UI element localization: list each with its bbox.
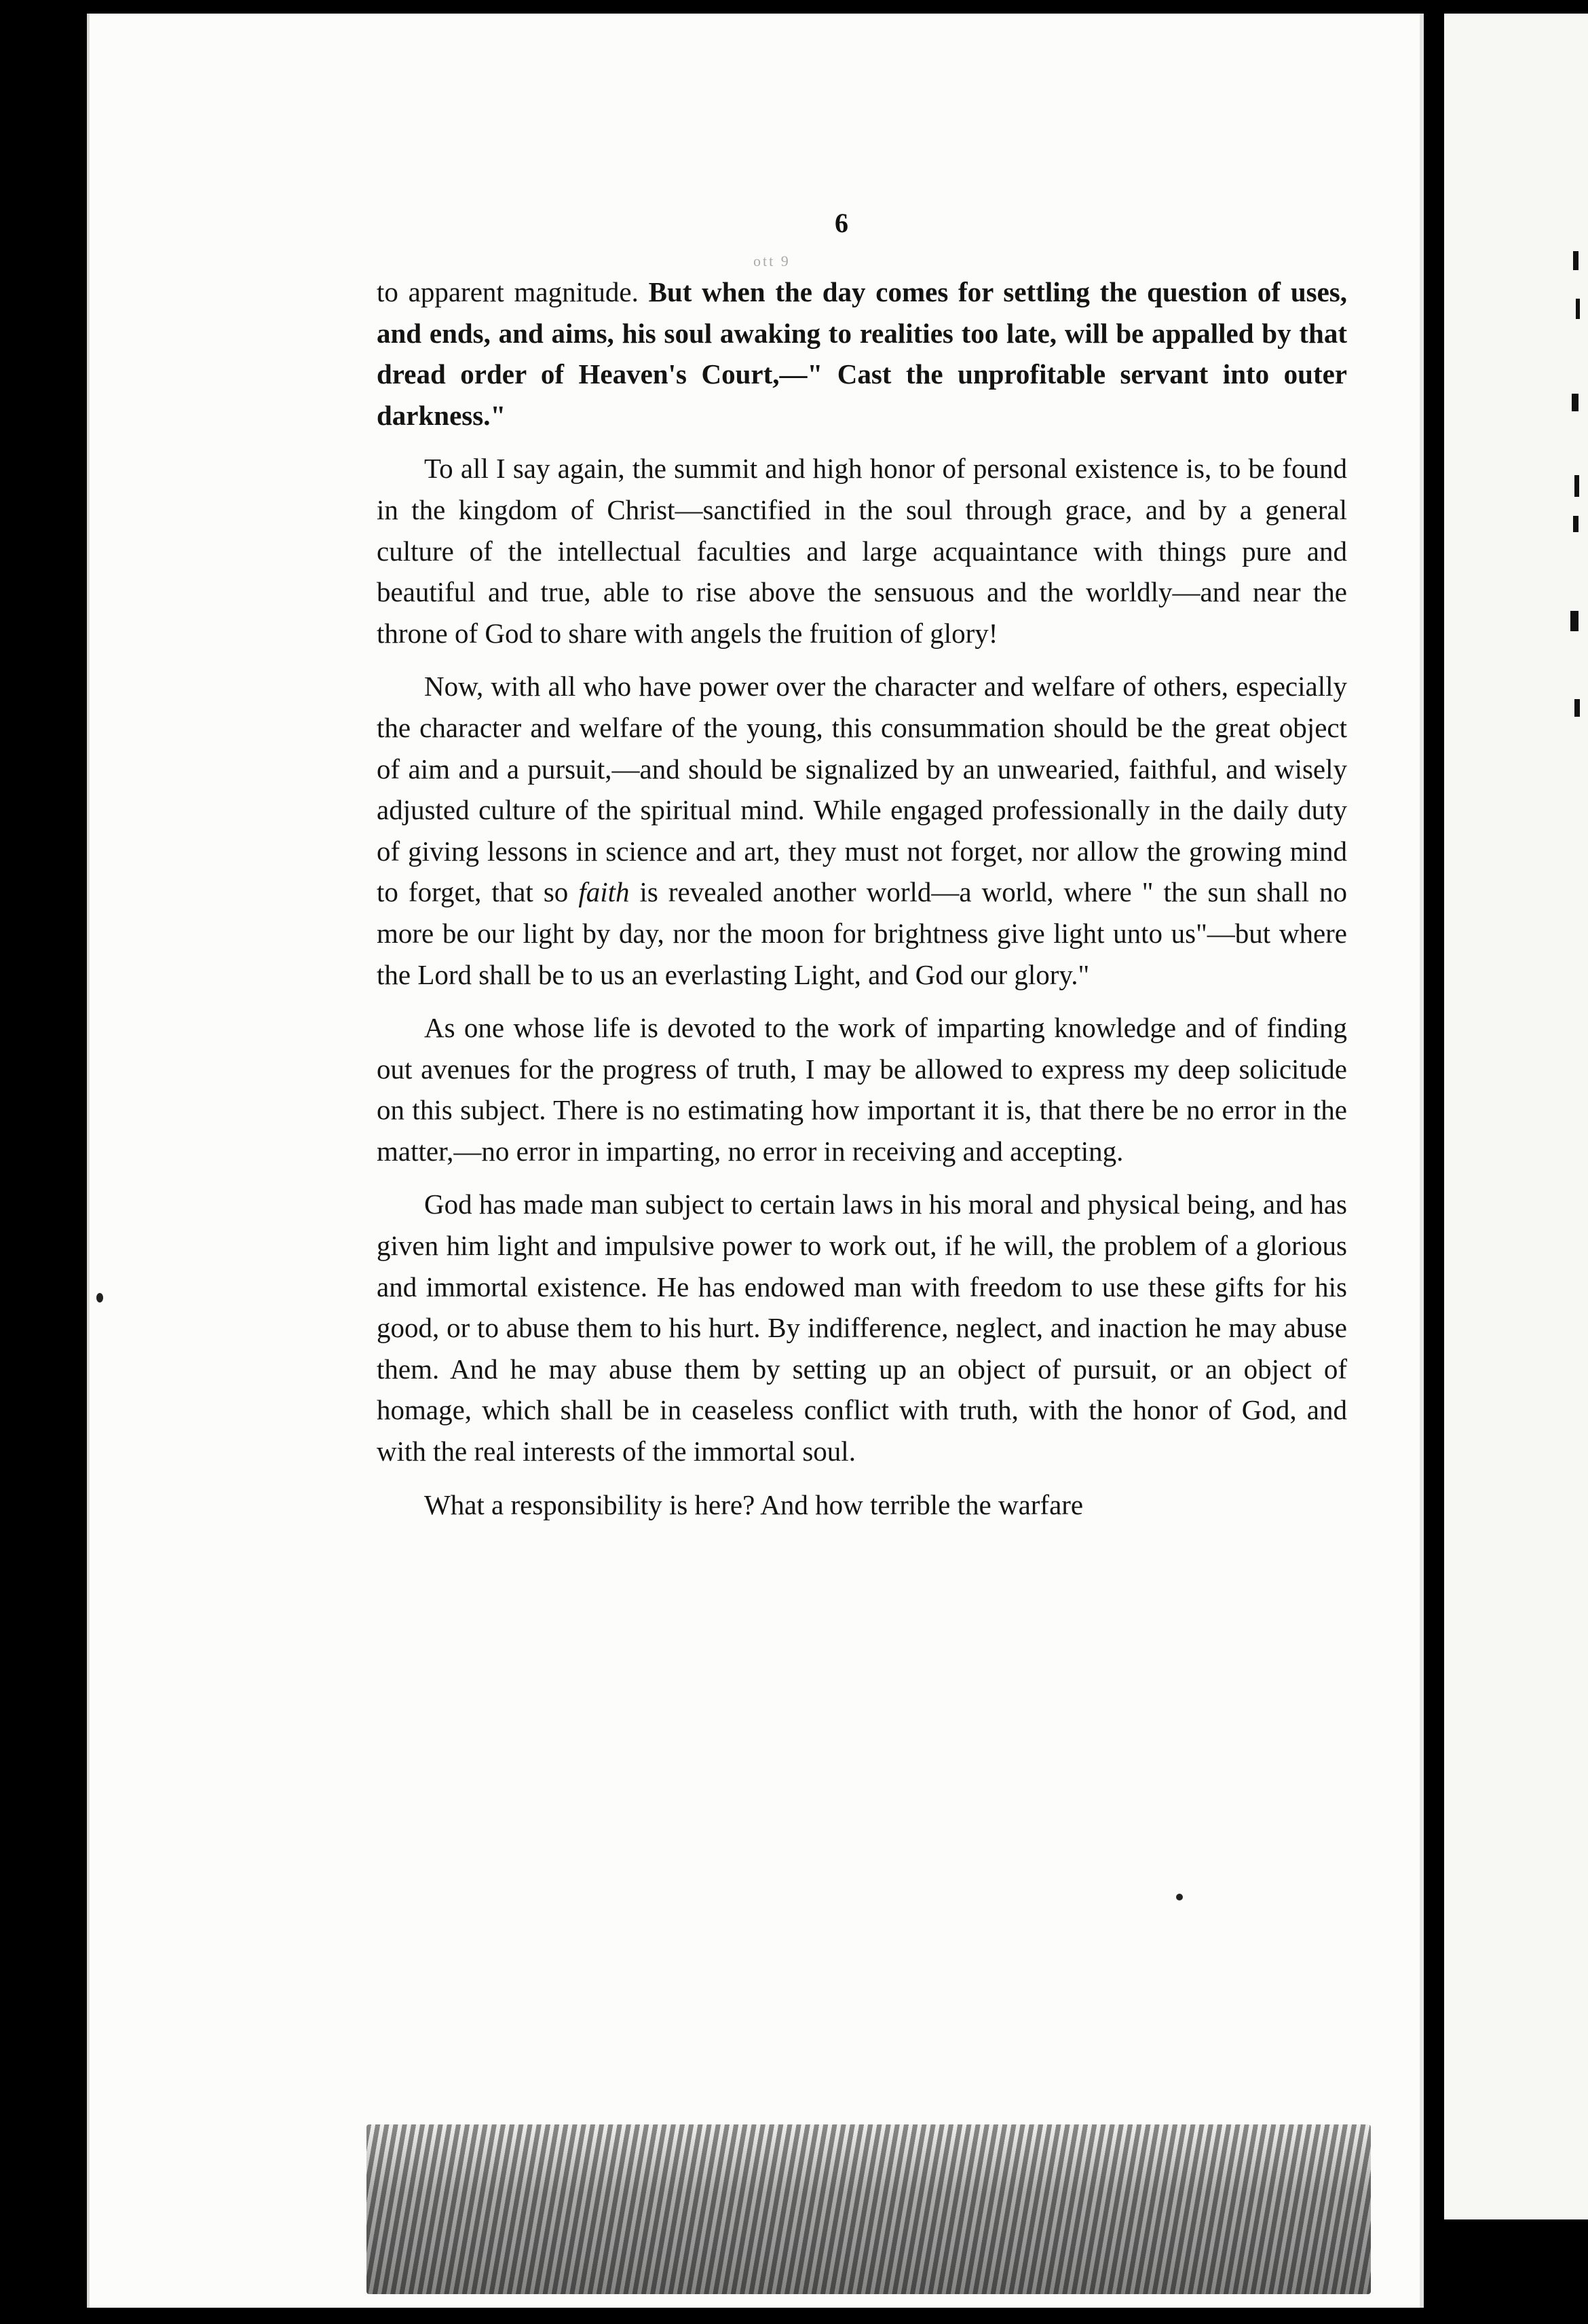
paragraph-5: God has made man subject to certain laws in his moral and physical being, and has given him light and impulsive power to work out, if he will, the problem of a glorious and immortal existence. He has endowed man with freedom to use these gifts for his good, or to abuse them to his hurt. By indifference, neglect, and inaction he may abuse them. And he may abuse them by setting up an object of pursuit, or an object of homage, which shall be in ceaseless conflict with truth, with the honor of God, and with the real interests of the immortal soul. xyxy=(377,1188,1347,1467)
page-edge-smudge xyxy=(366,2124,1371,2294)
paragraph-3 xyxy=(377,666,1347,995)
paragraph-2: To all I say again, the summit and high honor of personal existence is, to be found in the kingdom of Christ—sanctified in the soul through grace, and by a general culture of the intellectual faculties and large acquaintance with things pure and beautiful and true, able to rise above the sensuous and the worldly—and near the throne of God to share with angels the fruition of glory! xyxy=(377,453,1347,649)
page-number: 6 xyxy=(835,208,848,238)
paragraph-6: What a responsibility is here? And how terrible the warfare xyxy=(424,1488,1084,1520)
paragraph-3-italic: faith xyxy=(578,876,630,908)
paragraph-1-text: But when the day comes for settling the question of uses, and ends, and aims, his soul awaking to realities too late, will be appalled by that dread order of Heaven's Court,—" Cast the unprofitable servant into outer darkness." xyxy=(377,276,1347,431)
body-text xyxy=(377,271,1347,1525)
bleed-through-mark: ott 9 xyxy=(753,252,791,269)
facing-page-edge xyxy=(1444,14,1588,2219)
paragraph-4: As one whose life is devoted to the work of imparting knowledge and of finding out avenues for the progress of truth, I may be allowed to express my deep solicitude on this subject. There is no estimating how important it is, that there be no error in the matter,—no error in imparting, no error in receiving and accepting. xyxy=(377,1012,1347,1167)
paragraph-3-text-a: Now, with all who have power over the character and welfare of others, especially the character and welfare of the young, this consummation should be the great object of aim and a pursuit,—and should be signalized by an unwearied, faithful, and wisely adjusted culture of the spiritual mind. While engaged professionally in the daily duty of giving lessons in science and art, they must not forget, nor allow the growing mind to forget, that so xyxy=(377,671,1347,908)
paragraph-1 xyxy=(377,271,1347,436)
paragraph-3-text-b: is revealed another world—a world, where " the sun shall no more be our light by day, nor the moon for brightness give light unto us"—but where the Lord shall be to us an everlasting Light, and God our glory." xyxy=(377,876,1347,990)
ink-speck xyxy=(1176,1894,1183,1900)
margin-ink-dot xyxy=(96,1293,103,1302)
paragraph-1-lead: to apparent magnitude. xyxy=(377,276,639,307)
